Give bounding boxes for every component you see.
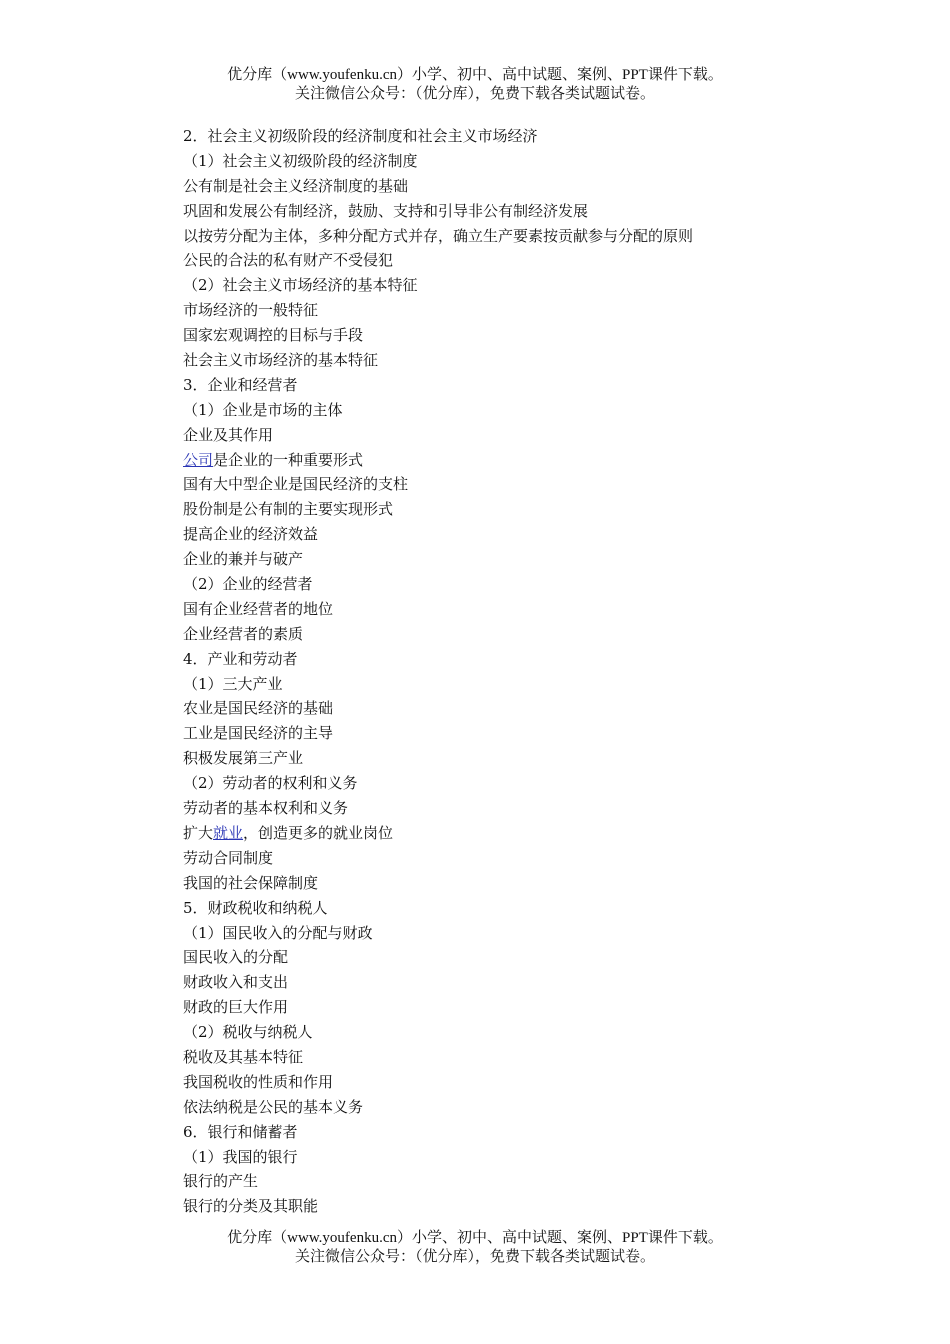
subsection-heading: （1）三大产业 [183,674,283,693]
text-line: 劳动合同制度 [183,848,274,867]
subsection-heading: （2）企业的经营者 [183,575,313,594]
footer-line-2: 关注微信公众号：（优分库），免费下载各类试题试卷。 [294,1249,655,1265]
page-footer [0,1229,950,1267]
text-line: 提高企业的经济效益 [183,525,319,544]
subsection-heading: （1）国民收入的分配与财政 [183,923,373,942]
text-line: 依法纳税是公民的基本义务 [183,1097,364,1116]
section-heading: 5．财政税收和纳税人 [183,898,328,917]
subsection-heading: （2）劳动者的权利和义务 [183,774,358,793]
text-line: 公有制是社会主义经济制度的基础 [183,176,409,195]
text-line: 企业的兼并与破产 [183,550,304,569]
text-line: 税收及其基本特征 [183,1047,304,1066]
document-body [183,124,903,1219]
text-line: 工业是国民经济的主导 [183,724,334,743]
text-line: 我国的社会保障制度 [183,873,319,892]
text-span: 是企业的一种重要形式 [213,450,364,469]
text-span: 扩大 [183,823,214,842]
text-line: 银行的分类及其职能 [183,1197,319,1216]
text-line: 市场经济的一般特征 [183,301,319,320]
text-line: 社会主义市场经济的基本特征 [183,351,379,370]
text-line-with-link [183,821,903,846]
section-heading: 3．企业和经营者 [183,375,298,394]
text-line: 国有大中型企业是国民经济的支柱 [183,475,409,494]
text-line: 银行的产生 [183,1172,259,1191]
subsection-heading: （1）企业是市场的主体 [183,400,343,419]
text-line: 国有企业经营者的地位 [183,599,334,618]
footer-line-1: 优分库（www.youfenku.cn）小学、初中、高中试题、案例、PPT课件下载。 [227,1230,723,1246]
text-line: 企业经营者的素质 [183,624,304,643]
subsection-heading: （2）税收与纳税人 [183,1023,313,1042]
text-line: 我国税收的性质和作用 [183,1072,334,1091]
text-line: 财政收入和支出 [183,973,289,992]
text-span: ，创造更多的就业岗位 [243,823,394,842]
company-link[interactable]: 公司 [183,450,214,469]
header-line-2: 关注微信公众号：（优分库），免费下载各类试题试卷。 [294,86,655,102]
text-line: 巩固和发展公有制经济，鼓励、支持和引导非公有制经济发展 [183,201,589,220]
text-line-with-link [183,448,903,473]
section-heading: 4．产业和劳动者 [183,649,298,668]
page-header [0,66,950,104]
text-line: 积极发展第三产业 [183,749,304,768]
text-line: 国民收入的分配 [183,948,289,967]
text-line: 劳动者的基本权利和义务 [183,799,349,818]
section-heading: 2．社会主义初级阶段的经济制度和社会主义市场经济 [183,127,538,145]
subsection-heading: （1）社会主义初级阶段的经济制度 [183,151,418,170]
header-line-1: 优分库（www.youfenku.cn）小学、初中、高中试题、案例、PPT课件下载。 [227,67,723,83]
text-line: 农业是国民经济的基础 [183,699,334,718]
employment-link[interactable]: 就业 [213,823,244,842]
text-line: 以按劳分配为主体，多种分配方式并存，确立生产要素按贡献参与分配的原则 [183,226,694,245]
text-line: 财政的巨大作用 [183,998,289,1017]
text-line: 公民的合法的私有财产不受侵犯 [183,251,394,270]
section-heading: 6．银行和储蓄者 [183,1122,298,1141]
text-line: 企业及其作用 [183,425,274,444]
text-line: 国家宏观调控的目标与手段 [183,326,364,345]
subsection-heading: （1）我国的银行 [183,1147,298,1166]
text-line: 股份制是公有制的主要实现形式 [183,500,394,519]
subsection-heading: （2）社会主义市场经济的基本特征 [183,276,418,295]
